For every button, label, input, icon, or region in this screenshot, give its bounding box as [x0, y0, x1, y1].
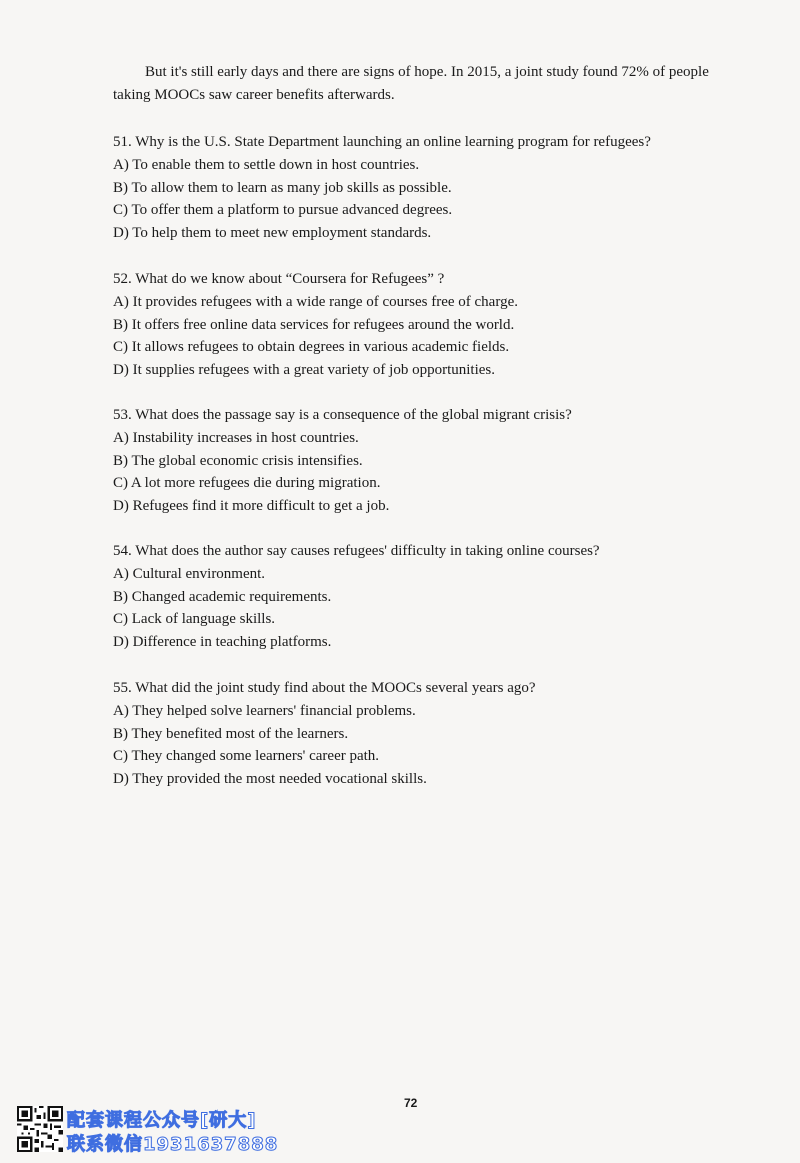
option-b: B) The global economic crisis intensifies. — [113, 452, 363, 469]
option-d: D) They provided the most needed vocational skills. — [113, 771, 427, 788]
option-d: D) Difference in teaching platforms. — [113, 634, 332, 651]
option-c: C) It allows refugees to obtain degrees in various academic fields. — [113, 339, 510, 356]
option-c: C) A lot more refugees die during migration. — [113, 475, 381, 492]
question-stem: 51. Why is the U.S. State Department launching an online learning program for refugees? — [113, 134, 651, 150]
question-53 — [113, 404, 753, 518]
question-stem: 52. What do we know about “Coursera for Refugees” ? — [113, 271, 445, 287]
option-b: B) To allow them to learn as many job skills as possible. — [113, 179, 452, 196]
question-51 — [113, 131, 753, 245]
option-d: D) To help them to meet new employment standards. — [113, 225, 432, 242]
option-b: B) Changed academic requirements. — [113, 588, 332, 605]
question-stem: 54. What does the author say causes refugees' difficulty in taking online courses? — [113, 543, 600, 559]
question-52 — [113, 268, 753, 382]
watermark — [17, 1106, 317, 1154]
option-a: A) It provides refugees with a wide range of courses free of charge. — [113, 293, 518, 310]
question-stem: 53. What does the passage say is a consequence of the global migrant crisis? — [113, 407, 572, 423]
option-b: B) It offers free online data services for refugees around the world. — [113, 316, 515, 333]
question-55 — [113, 677, 753, 791]
option-a: A) They helped solve learners' financial problems. — [113, 702, 416, 719]
option-c: C) Lack of language skills. — [113, 611, 276, 628]
option-c: C) To offer them a platform to pursue advanced degrees. — [113, 202, 453, 219]
option-a: A) To enable them to settle down in host countries. — [113, 156, 420, 173]
intro-line-1: But it's still early days and there are signs of hope. In 2015, a joint study found 72% of people — [145, 64, 709, 80]
option-a: A) Instability increases in host countries. — [113, 429, 359, 446]
question-54 — [113, 540, 753, 654]
intro-line-2: taking MOOCs saw career benefits afterwards. — [113, 87, 395, 103]
option-d: D) Refugees find it more difficult to get a job. — [113, 498, 390, 515]
option-d: D) It supplies refugees with a great variety of job opportunities. — [113, 362, 495, 379]
option-b: B) They benefited most of the learners. — [113, 725, 349, 742]
watermark-line-2: 联系微信1931637888 — [67, 1134, 279, 1155]
question-stem: 55. What did the joint study find about the MOOCs several years ago? — [113, 680, 536, 696]
option-c: C) They changed some learners' career path. — [113, 748, 380, 765]
option-a: A) Cultural environment. — [113, 565, 266, 582]
page-number: 72 — [404, 1096, 418, 1110]
watermark-line-1: 配套课程公众号[研大] — [67, 1110, 257, 1131]
intro-paragraph — [113, 61, 733, 107]
qr-code-icon — [17, 1106, 63, 1152]
